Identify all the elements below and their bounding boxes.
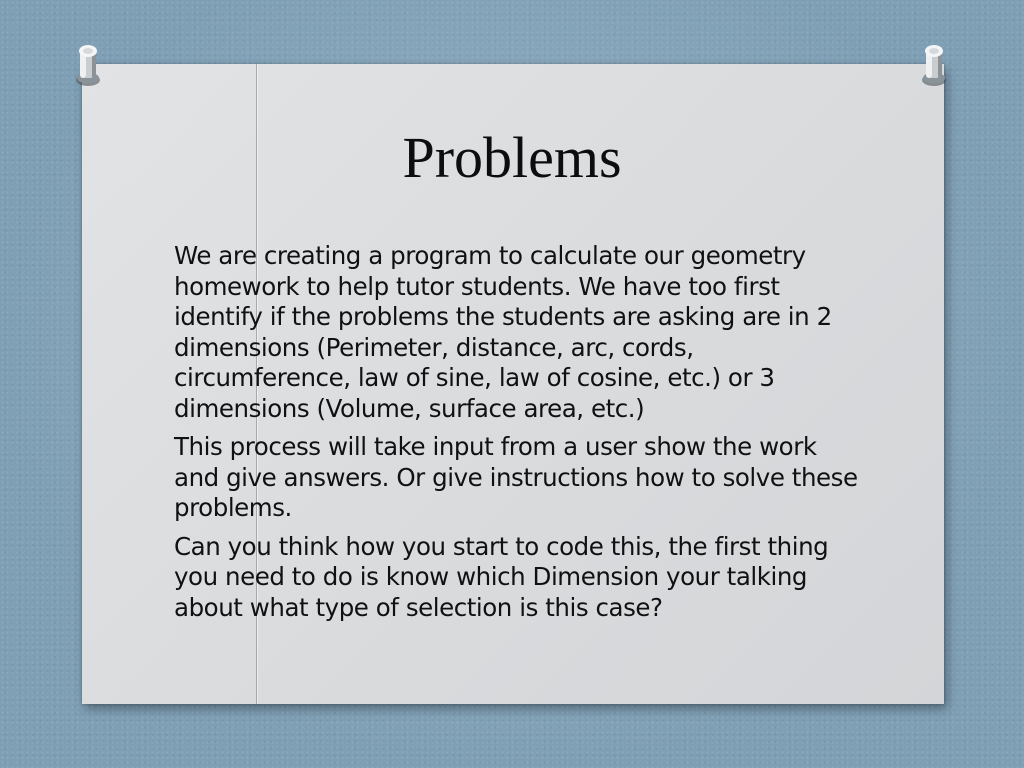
body-paragraph: This process will take input from a user show the work and give answers. Or give instructions how to solve these problems. [174, 432, 858, 522]
body-paragraph: We are creating a program to calculate our geometry homework to help tutor students. We have too first identify if the problems the students are asking are in 2 dimensions (Perimeter, distance, arc, cords, circumference, law of sine, law of cosine, etc.) or 3 dimensions (Volume, surface area, etc.) [174, 241, 832, 423]
push-pin-icon [68, 40, 108, 90]
push-pin-icon [914, 40, 954, 90]
slide-body [174, 241, 864, 631]
slide-title: Problems [402, 125, 622, 190]
body-paragraph: Can you think how you start to code this, the first thing you need to do is know which Dimension your talking about what type of selection is this case? [174, 531, 829, 622]
